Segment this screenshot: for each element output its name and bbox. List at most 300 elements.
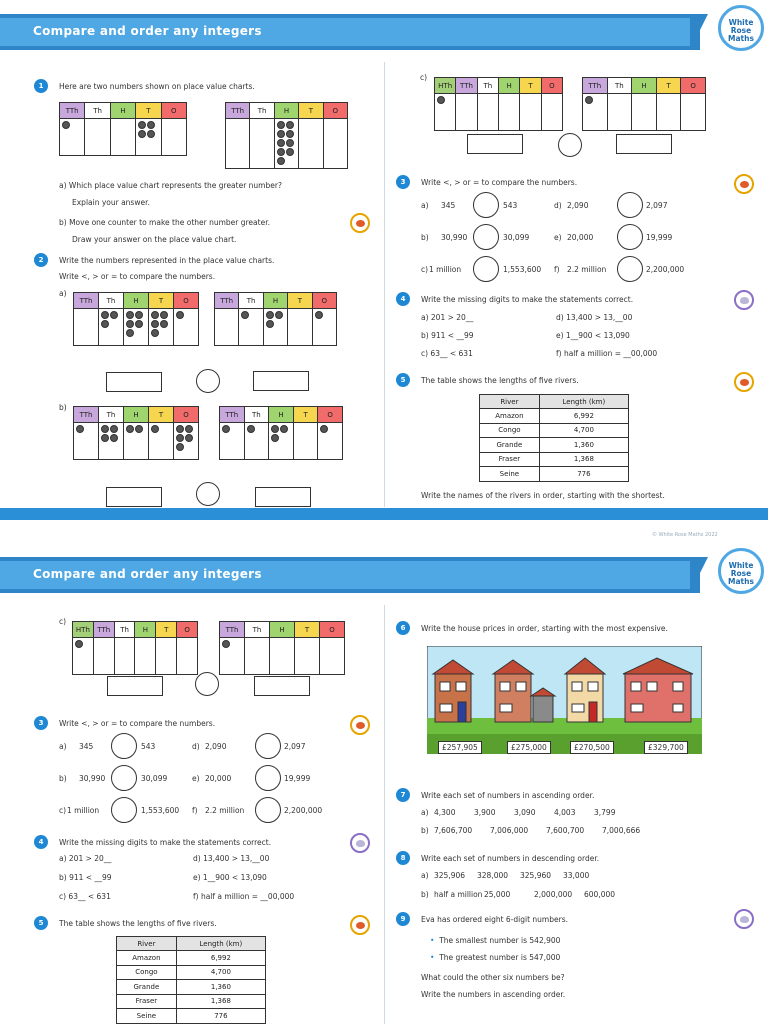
column-header: Th [245,622,270,638]
place-value-cell[interactable] [245,638,270,675]
comparison-circle[interactable] [473,256,499,282]
table-cell: 4,700 [176,965,265,980]
white-rose-maths-logo: White Rose Maths [718,548,764,594]
table-cell: Seine [117,1009,177,1024]
page-title: Compare and order any integers [33,24,262,38]
place-value-cell[interactable] [541,94,562,131]
number-item: 25,000 [484,890,511,899]
answer-box[interactable] [616,134,672,154]
counter [151,320,159,328]
place-value-cell[interactable] [174,423,199,460]
place-value-cell[interactable] [583,94,608,131]
bullet-item: • The greatest number is 547,000 [430,953,561,962]
place-value-cell[interactable] [269,423,294,460]
compare-value: 2.2 million [567,265,607,274]
answer-box[interactable] [254,676,310,696]
place-value-cell[interactable] [74,423,99,460]
table-cell: Fraser [480,452,540,467]
column-header: HTh [435,78,456,94]
place-value-cell[interactable] [161,119,186,156]
statement: c) 63__ < 631 [421,349,473,358]
white-rose-maths-logo: White Rose Maths [718,5,764,51]
counter [277,148,285,156]
counter [126,311,134,319]
table-row [480,409,629,424]
number-item: 7,000,666 [602,826,641,835]
column-header: T [136,103,161,119]
number-item: 7,600,700 [546,826,585,835]
counter [147,121,155,129]
statement: f) half a million = __00,000 [556,349,658,358]
counter [151,311,159,319]
counter [286,148,294,156]
place-value-cell[interactable] [520,94,541,131]
column-header: Th [99,407,124,423]
table-cell: Amazon [480,409,540,424]
number-item: 33,000 [563,871,590,880]
place-value-cell[interactable] [477,94,498,131]
comparison-circle[interactable] [196,482,220,506]
question-text: Write each set of numbers in descending order. [421,854,600,863]
question-text: Write each set of numbers in ascending order. [421,791,595,800]
counter [101,434,109,442]
price-tag: £257,905 [438,741,482,754]
comparison-circle[interactable] [255,733,281,759]
column-header: Th [607,78,632,94]
compare-value: 2,090 [567,201,589,210]
compare-value: 30,099 [503,233,530,242]
comparison-circle[interactable] [617,224,643,250]
comparison-circle[interactable] [473,224,499,250]
compare-value: 30,990 [441,233,468,242]
statement: c) 63__ < 631 [59,892,111,901]
answer-box[interactable] [107,676,163,696]
question-text: Here are two numbers shown on place value charts. [59,82,255,91]
statement: e) 1__900 < 13,090 [556,331,630,340]
place-value-chart [73,292,199,346]
table-cell: Grande [480,438,540,453]
statement: b) 911 < __99 [421,331,474,340]
compare-value: 2.2 million [205,806,245,815]
counter [271,425,279,433]
part-label: f) [192,806,198,815]
place-value-cell[interactable] [149,309,174,346]
statement: f) half a million = __00,000 [193,892,295,901]
column-header: H [263,293,287,309]
column-header: O [312,293,336,309]
place-value-cell[interactable] [323,119,347,169]
counter [286,130,294,138]
counter [185,425,193,433]
question-number: 4 [34,835,48,849]
counter [277,130,285,138]
table-cell: 1,360 [539,438,628,453]
compare-value: 1,553,600 [503,265,542,274]
place-value-cell[interactable] [74,309,99,346]
counter [138,121,146,129]
counter [135,320,143,328]
column-header: T [156,622,177,638]
place-value-cell[interactable] [174,309,199,346]
question-number: 6 [396,621,410,635]
column-header: O [174,293,199,309]
column-header: TTh [583,78,608,94]
counter [160,311,168,319]
comparison-circle[interactable] [196,369,220,393]
place-value-chart [582,77,706,131]
part-label: d) [192,742,200,751]
header-banner [0,14,768,52]
question-text: What could the other six numbers be? [421,973,565,982]
counter [241,311,249,319]
question-number: 1 [34,79,48,93]
place-value-cell[interactable] [607,94,632,131]
place-value-cell[interactable] [299,119,323,169]
counter [126,425,134,433]
column-header: O [174,407,199,423]
counter [277,157,285,165]
column-header: Th [99,293,124,309]
question-number: 4 [396,292,410,306]
column-header: H [110,103,135,119]
place-value-cell[interactable] [320,638,345,675]
table-row [117,994,266,1009]
column-divider [384,62,385,507]
place-value-cell[interactable] [498,94,519,131]
place-value-cell[interactable] [656,94,681,131]
place-value-cell[interactable] [226,119,250,169]
table-header: Length (km) [176,937,265,951]
column-header: T [293,407,318,423]
table-row [480,467,629,482]
part-label: a) [421,871,429,880]
number-item: 7,606,700 [434,826,473,835]
place-value-cell[interactable] [156,638,177,675]
place-value-cell[interactable] [318,423,343,460]
part-label: e) [554,233,562,242]
place-value-chart [59,102,187,156]
counter [110,434,118,442]
column-header: TTh [220,407,245,423]
price-tag: £270,500 [570,741,614,754]
part-label: b) [421,826,429,835]
answer-box[interactable] [106,372,162,392]
table-row [480,452,629,467]
place-value-chart [219,621,345,675]
column-header: T [299,103,323,119]
column-header: H [274,103,298,119]
place-value-chart [225,102,348,169]
place-value-chart [72,621,198,675]
counter [76,425,84,433]
place-value-cell[interactable] [312,309,336,346]
column-header: Th [85,103,110,119]
comparison-circle[interactable] [111,765,137,791]
compare-value: 20,000 [205,774,232,783]
table-cell: 6,992 [539,409,628,424]
counter [101,425,109,433]
counter [277,139,285,147]
table-cell: 1,360 [176,980,265,995]
counter [286,121,294,129]
table-row [480,438,629,453]
place-value-chart [73,406,199,460]
column-header: T [288,293,312,309]
place-value-cell[interactable] [293,423,318,460]
comparison-circle[interactable] [255,765,281,791]
place-value-cell[interactable] [435,94,456,131]
column-header: O [161,103,186,119]
question-number: 3 [396,175,410,189]
table-row [480,423,629,438]
place-value-cell[interactable] [220,423,245,460]
column-header: T [149,407,174,423]
place-value-cell[interactable] [124,423,149,460]
part-label: b) [59,774,67,783]
statement: d) 13,400 > 13,__00 [193,854,270,863]
table-row [117,1009,266,1024]
place-value-cell[interactable] [136,119,161,156]
place-value-chart [219,406,343,460]
counter [75,640,83,648]
column-header: TTh [74,293,99,309]
number-item: 7,006,000 [490,826,529,835]
place-value-cell[interactable] [99,423,124,460]
table-cell: Amazon [117,951,177,966]
table-cell: Fraser [117,994,177,1009]
counter [320,425,328,433]
compare-value: 2,200,000 [284,806,323,815]
table-row [117,980,266,995]
place-value-cell[interactable] [456,94,477,131]
table-row [117,965,266,980]
column-header: Th [239,293,263,309]
question-text: Write <, > or = to compare the numbers. [59,719,216,728]
compare-value: 30,099 [141,774,168,783]
counter [126,320,134,328]
part-label: b) [421,233,429,242]
counter [176,425,184,433]
number-item: 3,799 [594,808,616,817]
place-value-cell[interactable] [632,94,657,131]
number-item: 325,906 [434,871,466,880]
question-number: 3 [34,716,48,730]
column-header: H [270,622,295,638]
compare-value: 1,553,600 [141,806,180,815]
counter [110,311,118,319]
part-label: f) [554,265,560,274]
comparison-circle[interactable] [473,192,499,218]
question-text: Write the names of the rivers in order, starting with the shortest. [421,491,665,500]
place-value-cell[interactable] [220,638,245,675]
counter [135,425,143,433]
number-item: 4,300 [434,808,456,817]
compare-value: 345 [441,201,456,210]
footer-band [0,508,768,520]
column-header: O [541,78,562,94]
counter [185,434,193,442]
column-header: T [520,78,541,94]
place-value-cell[interactable] [295,638,320,675]
question-part: Explain your answer. [72,198,150,207]
comparison-circle[interactable] [255,797,281,823]
column-header: Th [477,78,498,94]
comparison-circle[interactable] [195,672,219,696]
part-label: c) [59,617,67,626]
place-value-cell[interactable] [149,423,174,460]
place-value-cell[interactable] [215,309,239,346]
place-value-cell[interactable] [250,119,274,169]
place-value-cell[interactable] [124,309,149,346]
place-value-cell[interactable] [274,119,298,169]
counter [266,320,274,328]
column-header: Th [114,622,135,638]
place-value-cell[interactable] [681,94,706,131]
column-header: O [318,407,343,423]
table-row [117,951,266,966]
table-cell: Seine [480,467,540,482]
table-header: River [117,937,177,951]
place-value-cell[interactable] [270,638,295,675]
statement: a) 201 > 20__ [59,854,112,863]
question-number: 5 [396,373,410,387]
table-header: Length (km) [539,395,628,409]
counter [62,121,70,129]
place-value-cell[interactable] [244,423,269,460]
column-header: H [269,407,294,423]
answer-box[interactable] [467,134,523,154]
column-header: T [295,622,320,638]
question-text: The table shows the lengths of five rivers. [59,919,217,928]
column-header: H [124,293,149,309]
counter [286,139,294,147]
table-cell: 1,368 [539,452,628,467]
place-value-cell[interactable] [73,638,94,675]
place-value-cell[interactable] [239,309,263,346]
counter [437,96,445,104]
number-item: 3,900 [474,808,496,817]
compare-value: 2,090 [205,742,227,751]
comparison-circle[interactable] [111,797,137,823]
counter [176,434,184,442]
table-cell: Congo [117,965,177,980]
worksheet-page-1 [0,0,768,507]
column-header: H [632,78,657,94]
question-number: 8 [396,851,410,865]
counter [138,130,146,138]
counter [176,311,184,319]
compare-value: 1 million [429,265,462,274]
question-part: Draw your answer on the place value chart. [72,235,237,244]
counter [151,425,159,433]
column-header: O [681,78,706,94]
place-value-cell[interactable] [114,638,135,675]
column-header: TTh [93,622,114,638]
part-label: c) [59,806,67,815]
question-part: b) Move one counter to make the other number greater. [59,218,270,227]
place-value-cell[interactable] [99,309,124,346]
comparison-circle[interactable] [617,192,643,218]
header-banner [0,557,768,595]
problem-solving-icon [350,833,370,853]
place-value-cell[interactable] [135,638,156,675]
answer-box[interactable] [106,487,162,507]
counter [176,443,184,451]
houses-illustration [427,646,702,754]
column-header: Th [244,407,269,423]
table-cell: 776 [539,467,628,482]
part-label: c) [421,265,429,274]
place-value-cell[interactable] [288,309,312,346]
compare-value: 30,990 [79,774,106,783]
number-item: 2,000,000 [534,890,573,899]
comparison-circle[interactable] [111,733,137,759]
column-header: TTh [456,78,477,94]
counter [266,311,274,319]
question-text: Write the house prices in order, starting with the most expensive. [421,624,668,633]
reasoning-icon [734,372,754,392]
compare-value: 2,097 [284,742,306,751]
question-text: The table shows the lengths of five rivers. [421,376,579,385]
table-cell: Grande [117,980,177,995]
number-item: half a million [434,890,483,899]
comparison-circle[interactable] [558,133,582,157]
number-item: 3,090 [514,808,536,817]
problem-solving-icon [734,290,754,310]
counter [110,425,118,433]
column-header: T [656,78,681,94]
place-value-cell[interactable] [85,119,110,156]
counter [160,320,168,328]
counter [275,311,283,319]
place-value-cell[interactable] [110,119,135,156]
answer-box[interactable] [253,371,309,391]
place-value-cell[interactable] [263,309,287,346]
question-text: Eva has ordered eight 6-digit numbers. [421,915,568,924]
counter [277,121,285,129]
counter [151,329,159,337]
price-tag: £275,000 [507,741,551,754]
bullet-item: • The smallest number is 542,900 [430,936,561,945]
rivers-table [116,936,266,1024]
place-value-cell[interactable] [93,638,114,675]
rivers-table [479,394,629,482]
compare-value: 543 [141,742,156,751]
problem-solving-icon [734,909,754,929]
column-header: Th [250,103,274,119]
counter [222,425,230,433]
part-label: b) [421,890,429,899]
part-label: a) [59,742,67,751]
counter [101,311,109,319]
counter [126,329,134,337]
column-header: O [320,622,345,638]
compare-value: 20,000 [567,233,594,242]
place-value-cell[interactable] [60,119,85,156]
column-header: TTh [220,622,245,638]
reasoning-icon [350,213,370,233]
answer-box[interactable] [255,487,311,507]
table-header: River [480,395,540,409]
number-item: 325,960 [520,871,552,880]
column-header: H [124,407,149,423]
reasoning-icon [350,915,370,935]
place-value-cell[interactable] [177,638,198,675]
counter [585,96,593,104]
comparison-circle[interactable] [617,256,643,282]
number-item: 328,000 [477,871,509,880]
compare-value: 543 [503,201,518,210]
